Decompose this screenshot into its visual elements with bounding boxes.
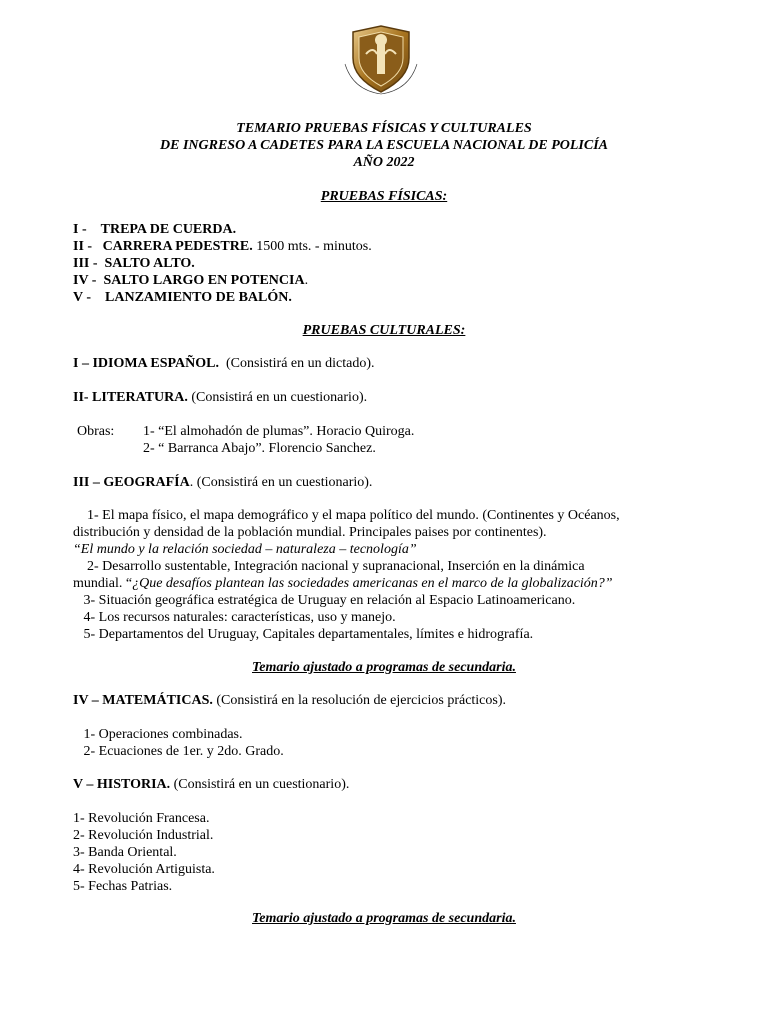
historia-section (73, 776, 349, 793)
geografia-section (73, 474, 372, 491)
obra-item-2: 2- “ Barranca Abajo”. Florencio Sanchez. (143, 441, 376, 456)
fisica-num: IV - (73, 273, 97, 288)
fisica-extra: . (304, 273, 309, 288)
section-title: I – IDIOMA ESPAÑOL. (73, 356, 219, 371)
historia-item-5: 5- Fechas Patrias. (73, 879, 173, 894)
geografia-p3: 3- Situación geográfica estratégica de Uruguay en relación al Espacio Latinoamericano. (73, 593, 576, 608)
historia-item-2: 2- Revolución Industrial. (73, 828, 214, 843)
literatura-section (73, 389, 367, 406)
fisica-item-1 (73, 221, 236, 238)
geografia-p2b-plain: mundial. “ (73, 576, 133, 591)
geografia-p1b: distribución y densidad de la población mundial. Principales paises por continentes). (73, 525, 547, 540)
header-line-2: DE INGRESO A CADETES PARA LA ESCUELA NACIONAL DE POLICÍA (160, 138, 608, 153)
geografia-p2a: 2- Desarrollo sustentable, Integración nacional y supranacional, Inserción en la dinámica (73, 559, 585, 574)
matematicas-item-1: 1- Operaciones combinadas. (73, 727, 243, 742)
section-desc: (Consistirá en un cuestionario). (170, 777, 350, 792)
geografia-p2b (73, 575, 613, 592)
section-desc: (Consistirá en un dictado). (218, 356, 375, 371)
section-title: II- LITERATURA. (73, 390, 188, 405)
section-title: III – GEOGRAFÍA (73, 475, 190, 490)
section-desc: (Consistirá en un cuestionario). (187, 390, 368, 405)
fisica-item-4 (73, 272, 308, 289)
fisica-label: TREPA DE CUERDA. (100, 222, 237, 237)
fisica-item-2 (73, 238, 372, 255)
geografia-note: Temario ajustado a programas de secundaria. (252, 660, 516, 675)
geografia-p2b-italic: ¿Que desafíos plantean las sociedades americanas en el marco de la globalización?” (132, 576, 613, 591)
section-title: IV – MATEMÁTICAS. (73, 693, 213, 708)
fisica-item-3 (73, 255, 195, 272)
historia-item-1: 1- Revolución Francesa. (73, 811, 210, 826)
section-desc: (Consistirá en la resolución de ejercicios prácticos). (212, 693, 507, 708)
historia-item-4: 4- Revolución Artiguista. (73, 862, 215, 877)
fisica-num: V - (73, 290, 92, 305)
geografia-p5: 5- Departamentos del Uruguay, Capitales departamentales, límites e hidrografía. (73, 627, 534, 642)
geografia-p1a: 1- El mapa físico, el mapa demográfico y el mapa político del mundo. (Continentes y Océanos, (73, 508, 620, 523)
obras-label: Obras: (77, 424, 115, 439)
fisica-item-5 (73, 289, 292, 306)
police-seal-icon (333, 24, 429, 96)
obra-item-1: 1- “El almohadón de plumas”. Horacio Quiroga. (143, 424, 415, 439)
historia-item-3: 3- Banda Oriental. (73, 845, 177, 860)
section-title: V – HISTORIA. (73, 777, 171, 792)
pruebas-fisicas-heading: PRUEBAS FÍSICAS: (320, 189, 448, 204)
fisica-num: III - (73, 256, 98, 271)
fisica-label: SALTO ALTO. (104, 256, 195, 271)
matematicas-item-2: 2- Ecuaciones de 1er. y 2do. Grado. (73, 744, 284, 759)
historia-note: Temario ajustado a programas de secundaria. (252, 911, 516, 926)
fisica-num: I - (73, 222, 87, 237)
idioma-section (73, 355, 375, 372)
fisica-extra: 1500 mts. - minutos. (252, 239, 372, 254)
header-line-3: AÑO 2022 (353, 155, 415, 170)
fisica-label: SALTO LARGO EN POTENCIA (103, 273, 305, 288)
section-desc: . (Consistirá en un cuestionario). (189, 475, 373, 490)
header-line-1: TEMARIO PRUEBAS FÍSICAS Y CULTURALES (236, 121, 532, 136)
geografia-p1c: “El mundo y la relación sociedad – naturaleza – tecnología” (73, 542, 417, 557)
pruebas-culturales-heading: PRUEBAS CULTURALES: (302, 323, 466, 338)
police-seal-logo (333, 24, 429, 96)
fisica-label: CARRERA PEDESTRE. (102, 239, 253, 254)
fisica-num: II - (73, 239, 93, 254)
geografia-p4: 4- Los recursos naturales: características, uso y manejo. (73, 610, 396, 625)
fisica-label: LANZAMIENTO DE BALÓN. (105, 290, 292, 305)
matematicas-section (73, 692, 506, 709)
